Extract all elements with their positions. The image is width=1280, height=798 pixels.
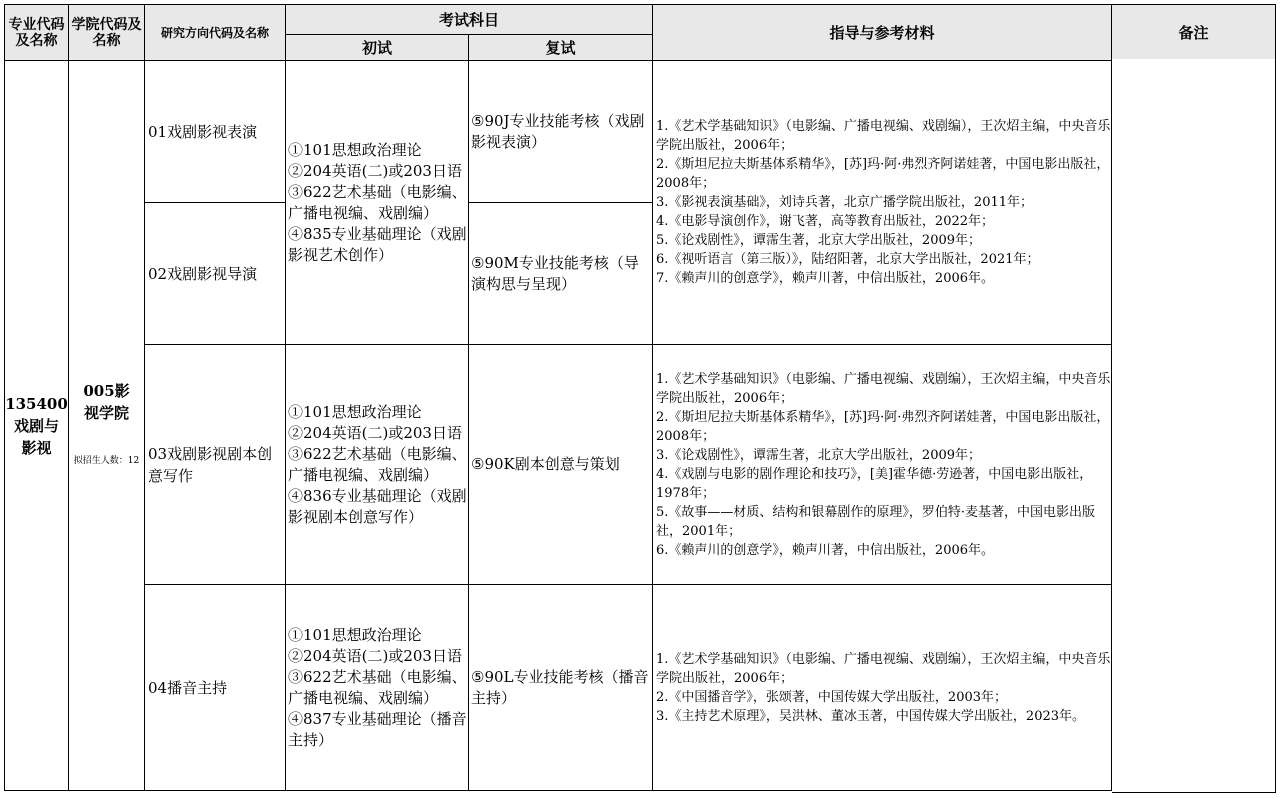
reference-item: 6.《视听语言（第三版）》，陆绍阳著，北京大学出版社，2021年；: [656, 252, 1040, 267]
reference-item: 2.《斯坦尼拉夫斯基体系精华》，[苏]玛·阿·弗烈齐阿诺娃著，中国电影出版社，2008年；: [656, 409, 1110, 444]
reference-item: 3.《论戏剧性》，谭霈生著，北京大学出版社，2009年；: [656, 447, 982, 463]
reference-item: 5.《论戏剧性》，谭霈生著，北京大学出版社，2009年；: [656, 233, 982, 248]
reference-item: 3.《主持艺术原理》，吴洪林、董冰玉著，中国传媒大学出版社，2023年。: [656, 708, 1086, 724]
major-code-header: 专业代码及名称: [5, 5, 69, 61]
first-exam-line: ②204英语(二)或203日语: [288, 646, 462, 665]
first-exam-line: ④836专业基础理论（戏剧影视剧本创意写作）: [288, 486, 467, 526]
first-exam-group-1: [286, 61, 469, 345]
re-exam-header: 复试: [469, 35, 653, 61]
college-name: 005影视学院: [83, 381, 130, 422]
first-exam-header: 初试: [286, 35, 469, 61]
quota-note: 拟招生人数：12: [73, 455, 140, 466]
first-exam-line: ④837专业基础理论（播音主持）: [288, 709, 467, 749]
first-exam-line: ①101思想政治理论: [288, 140, 422, 159]
first-exam-line: ②204英语(二)或203日语: [288, 161, 462, 180]
reference-item: 2.《中国播音学》，张颂著，中国传媒大学出版社，2003年；: [656, 689, 1008, 705]
re-exam-02: ⑤90M专业技能考核（导演构思与呈现）: [469, 203, 653, 345]
reference-item: 7.《赖声川的创意学》，赖声川著，中信出版社，2006年。: [656, 271, 995, 286]
exam-subjects-header: 考试科目: [286, 5, 653, 35]
direction-04: 04播音主持: [145, 585, 286, 791]
direction-03: 03戏剧影视剧本创意写作: [145, 345, 286, 585]
reference-item: 1.《艺术学基础知识》（电影编、广播电视编、戏剧编），王次炤主编，中央音乐学院出版社，2006年；: [656, 119, 1111, 153]
first-exam-line: ②204英语(二)或203日语: [288, 423, 462, 442]
references-group-3: [653, 585, 1112, 791]
reference-item: 5.《故事——材质、结构和银幕剧作的原理》，罗伯特·麦基著，中国电影出版社，2001年；: [656, 504, 1096, 539]
re-exam-01: ⑤90J专业技能考核（戏剧影视表演）: [469, 61, 653, 203]
direction-header: 研究方向代码及名称: [145, 5, 286, 61]
major-name: 戏剧与影视: [13, 416, 59, 457]
college-cell: [69, 61, 145, 791]
first-exam-group-3: [286, 585, 469, 791]
direction-02: 02戏剧影视导演: [145, 203, 286, 345]
first-exam-group-2: [286, 345, 469, 585]
first-exam-line: ①101思想政治理论: [288, 625, 422, 644]
re-exam-03: ⑤90K剧本创意与策划: [469, 345, 653, 585]
reference-item: 3.《影视表演基础》，刘诗兵著，北京广播学院出版社，2011年；: [656, 195, 1034, 210]
reference-item: 1.《艺术学基础知识》（电影编、广播电视编、戏剧编），王次炤主编，中央音乐学院出版社，2006年；: [656, 371, 1111, 406]
reference-item: 4.《戏剧与电影的剧作理论和技巧》，[美]霍华德·劳逊著，中国电影出版社，1978年；: [656, 466, 1093, 501]
direction-01: 01戏剧影视表演: [145, 61, 286, 203]
remark-column-body: [1112, 59, 1276, 793]
first-exam-line: ③622艺术基础（电影编、广播电视编、戏剧编）: [288, 667, 467, 707]
first-exam-line: ①101思想政治理论: [288, 402, 422, 421]
program-table: [4, 4, 1141, 791]
reference-item: 4.《电影导演创作》，谢飞著，高等教育出版社，2022年；: [656, 214, 995, 229]
first-exam-line: ④835专业基础理论（戏剧影视艺术创作）: [288, 224, 467, 264]
major-code: 135400: [5, 394, 68, 413]
college-code-header: 学院代码及名称: [69, 5, 145, 61]
major-cell: [5, 61, 69, 791]
remark-header-label: 备注: [1178, 23, 1209, 42]
re-exam-04: ⑤90L专业技能考核（播音主持）: [469, 585, 653, 791]
references-group-1: [653, 61, 1112, 345]
references-group-2: [653, 345, 1112, 585]
reference-item: 2.《斯坦尼拉夫斯基体系精华》，[苏]玛·阿·弗烈齐阿诺娃著，中国电影出版社，2008年；: [656, 157, 1110, 191]
remark-header-overlay: [1112, 4, 1276, 60]
reference-item: 6.《赖声川的创意学》，赖声川著，中信出版社，2006年。: [656, 542, 995, 558]
references-header: 指导与参考材料: [653, 5, 1112, 61]
first-exam-line: ③622艺术基础（电影编、广播电视编、戏剧编）: [288, 444, 467, 484]
first-exam-line: ③622艺术基础（电影编、广播电视编、戏剧编）: [288, 182, 467, 222]
reference-item: 1.《艺术学基础知识》（电影编、广播电视编、戏剧编），王次炤主编，中央音乐学院出版社，2006年；: [656, 651, 1111, 686]
